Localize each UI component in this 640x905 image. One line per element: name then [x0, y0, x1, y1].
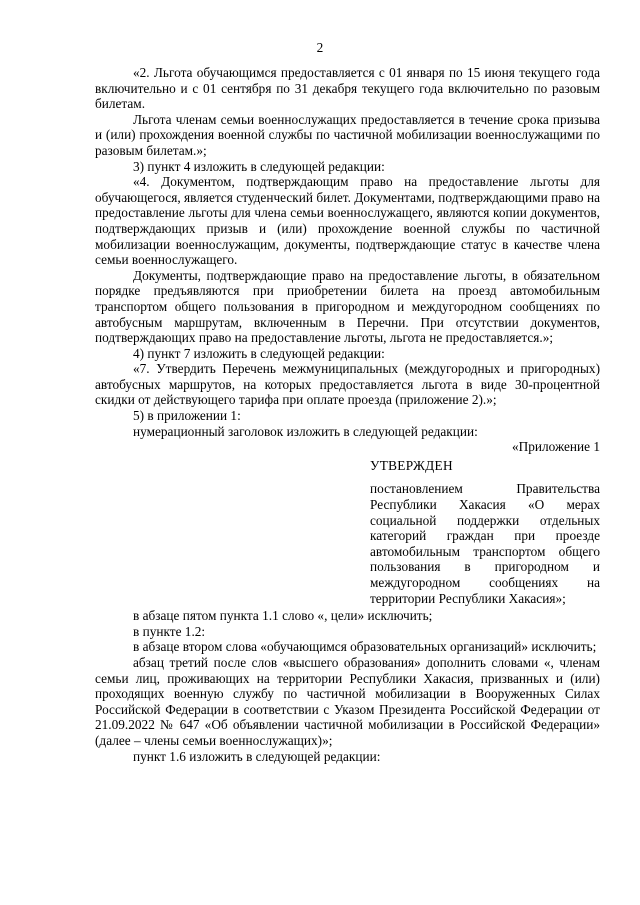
paragraph-approve-list: «7. Утвердить Перечень межмуниципальных (междугородных и пригородных) автобусных маршрутов, на которых предоставляется льгота в виде 30-процентной скидки от действующего тарифа при оплате проезда (приложение 2).»;: [95, 361, 600, 408]
paragraph-third-abzac: абзац третий после слов «высшего образования» дополнить словами «, членам семьи лиц, проживающих на территории Республики Хакасия, призванных и (или) проходящих военную службу по частичной мобилизации в Вооруженных Силах Российской Федерации в соответствии с Указом Президента Российской Федерации от 21.09.2022 № 647 «Об объявлении частичной мобилизации в Российской Федерации» (далее – члены семьи военнослужащих)»;: [95, 654, 600, 748]
paragraph-family-benefit: Льгота членам семьи военнослужащих предоставляется в течение срока призыва и (или) прохождения военной службы по частичной мобилизации военнослужащими по разовым билетам.»;: [95, 111, 600, 158]
paragraph-clause-1-6: пункт 1.6 изложить в следующей редакции:: [133, 748, 381, 764]
paragraph-numbering-heading: нумерационный заголовок изложить в следующей редакции:: [133, 423, 478, 439]
document-body: [95, 65, 600, 764]
paragraph-benefit-period: «2. Льгота обучающимся предоставляется с 01 января по 15 июня текущего года включительно и с 01 сентября по 31 декабря текущего года включительно по разовым билетам.: [95, 65, 600, 112]
paragraph-documents-presentation: Документы, подтверждающие право на предоставление льготы, в обязательном порядке предъявляются при приобретении билета на проезд автомобильным транспортом общего пользования в пригородном и междугородном сообщениях по автобусным маршрутам, включенным в Перечни. При отсутствии документов, подтверждающих право на предоставление льготы, льгота не предоставляется.»;: [95, 267, 600, 346]
paragraph-documents: «4. Документом, подтверждающим право на предоставление льготы для обучающегося, является студенческий билет. Документами, подтверждающими право на предоставление льготы для члена семьи военнослужащего, являются копии документов, подтверждающих призыв и (или) прохождение военной службы по частичной мобилизации военнослужащим, документы, подтверждающие статус в качестве члена семьи военнослужащего.: [95, 174, 600, 268]
approval-block: [370, 458, 600, 606]
page-number: 2: [316, 40, 324, 55]
approval-text: постановлением Правительства Республики Хакасия «О мерах социальной поддержки отдельных категорий граждан при проезде автомобильным транспортом общего пользования в пригородном и междугородном сообщениях на территории Республики Хакасия»;: [370, 481, 600, 606]
paragraph-point-4: 4) пункт 7 изложить в следующей редакции:: [133, 345, 385, 361]
paragraph-point-5: 5) в приложении 1:: [133, 408, 241, 424]
annex-label: «Приложение 1: [512, 439, 600, 455]
paragraph-clause-1-1: в абзаце пятом пункта 1.1 слово «, цели» исключить;: [133, 608, 433, 624]
paragraph-second-abzac: в абзаце втором слова «обучающимся образовательных организаций» исключить;: [133, 639, 597, 655]
paragraph-point-3: 3) пункт 4 изложить в следующей редакции:: [133, 158, 385, 174]
approval-heading: УТВЕРЖДЕН: [370, 457, 453, 473]
paragraph-clause-1-2: в пункте 1.2:: [133, 623, 206, 639]
